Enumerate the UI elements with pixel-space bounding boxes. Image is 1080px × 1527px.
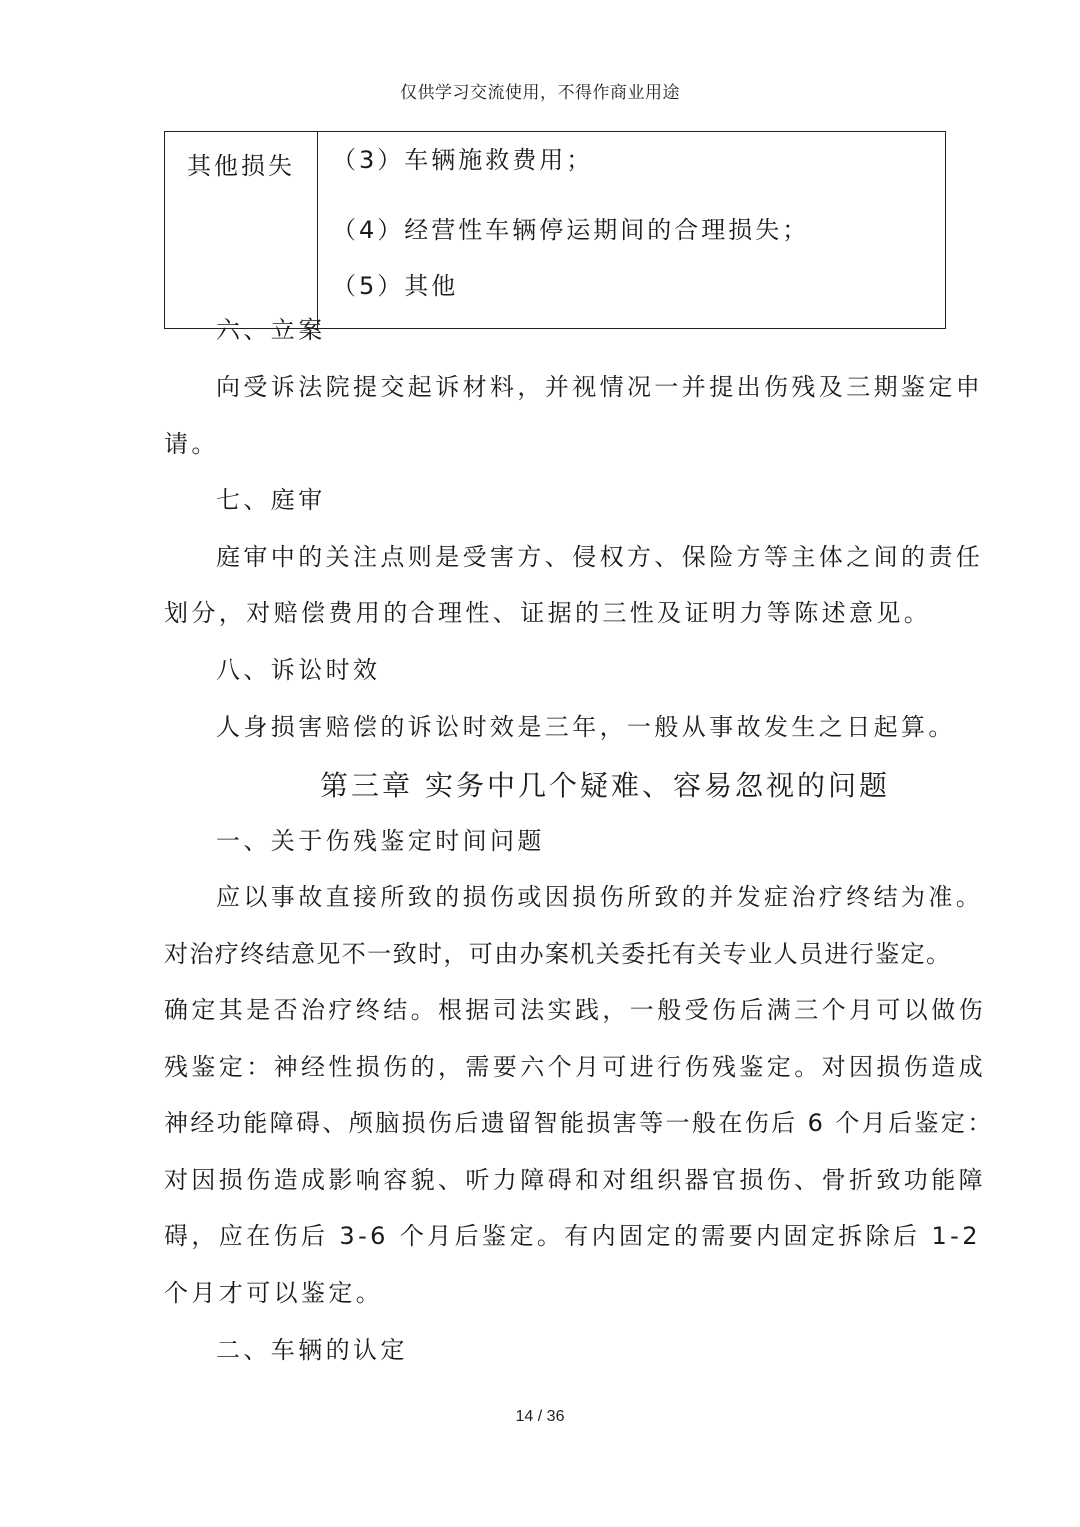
section-heading-limitation: 八、诉讼时效 [216, 656, 381, 684]
section-heading-trial: 七、庭审 [216, 486, 326, 514]
table-item: （4）经营性车辆停运期间的合理损失； [332, 216, 810, 244]
page-number: 14 / 36 [515, 1408, 565, 1425]
chapter-title: 第三章 实务中几个疑难、容易忽视的问题 [320, 769, 890, 802]
table-item: （5）其他 [332, 272, 459, 300]
paragraph-line: 残鉴定：神经性损伤的，需要六个月可进行伤残鉴定。对因损伤造成 [164, 1053, 986, 1081]
paragraph-line: 个月才可以鉴定。 [164, 1279, 384, 1307]
section-heading-vehicle: 二、车辆的认定 [216, 1336, 408, 1364]
paragraph-line: 确定其是否治疗终结。根据司法实践，一般受伤后满三个月可以做伤 [164, 996, 986, 1024]
paragraph-line: 对因损伤造成影响容貌、听力障碍和对组织器官损伤、骨折致功能障 [164, 1166, 986, 1194]
paragraph-line: 对治疗终结意见不一致时，可由办案机关委托有关专业人员进行鉴定。 [164, 940, 952, 968]
paragraph-line: 请。 [164, 430, 219, 458]
table-item: （3）车辆施救费用； [332, 146, 594, 174]
table-label-cell: 其他损失 [165, 132, 318, 329]
watermark-header: 仅供学习交流使用，不得作商业用途 [400, 83, 680, 103]
section-heading-appraisal-time: 一、关于伤残鉴定时间问题 [216, 827, 545, 855]
paragraph-line: 应以事故直接所致的损伤或因损伤所致的并发症治疗终结为准。 [216, 883, 984, 911]
paragraph-line: 碍，应在伤后 3-6 个月后鉴定。有内固定的需要内固定拆除后 1-2 [164, 1222, 981, 1250]
paragraph-line: 神经功能障碍、颅脑损伤后遗留智能损害等一般在伤后 6 个月后鉴定： [164, 1109, 994, 1137]
paragraph-line: 向受诉法院提交起诉材料，并视情况一并提出伤残及三期鉴定申 [216, 373, 984, 401]
section-heading-filing: 六、立案 [216, 316, 326, 344]
paragraph-line: 人身损害赔偿的诉讼时效是三年，一般从事故发生之日起算。 [216, 713, 956, 741]
paragraph-line: 庭审中的关注点则是受害方、侵权方、保险方等主体之间的责任 [216, 543, 984, 571]
paragraph-line: 划分，对赔偿费用的合理性、证据的三性及证明力等陈述意见。 [164, 599, 932, 627]
